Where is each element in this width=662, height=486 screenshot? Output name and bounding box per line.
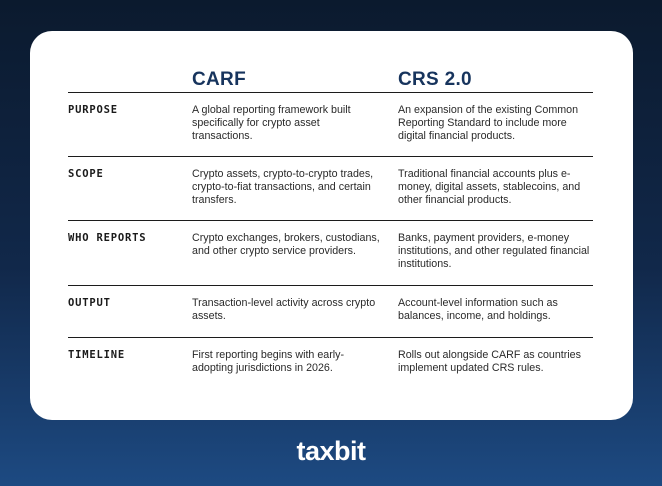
carf-cell: Crypto assets, crypto-to-crypto trades, crypto-to-fiat transactions, and certain transfers. <box>192 168 374 206</box>
divider <box>68 156 593 157</box>
row-label: WHO REPORTS <box>68 232 147 244</box>
carf-cell: A global reporting framework built specifically for crypto asset transactions. <box>192 104 351 142</box>
divider <box>68 92 593 93</box>
crs-cell: An expansion of the existing Common Reporting Standard to include more digital financial products. <box>398 104 579 142</box>
carf-cell: Crypto exchanges, brokers, custodians, and other crypto service providers. <box>192 232 380 257</box>
crs-cell: Account-level information such as balances, income, and holdings. <box>398 297 558 322</box>
divider <box>68 337 593 338</box>
column-header-carf: CARF <box>192 69 246 90</box>
crs-cell: Rolls out alongside CARF as countries implement updated CRS rules. <box>398 349 581 374</box>
carf-cell: Transaction-level activity across crypto assets. <box>192 297 376 322</box>
taxbit-logo: taxbit <box>296 436 366 466</box>
row-label: PURPOSE <box>68 104 118 116</box>
column-header-crs: CRS 2.0 <box>398 69 472 90</box>
crs-cell: Banks, payment providers, e-money institutions, and other regulated financial institutions. <box>398 232 590 270</box>
divider <box>68 285 593 286</box>
crs-cell: Traditional financial accounts plus e-money, digital assets, stablecoins, and other financial products. <box>398 168 581 206</box>
divider <box>68 220 593 221</box>
comparison-card <box>30 31 633 420</box>
row-label: SCOPE <box>68 168 104 180</box>
carf-cell: First reporting begins with early-adopting jurisdictions in 2026. <box>192 349 345 374</box>
row-label: OUTPUT <box>68 297 111 309</box>
row-label: TIMELINE <box>68 349 125 361</box>
